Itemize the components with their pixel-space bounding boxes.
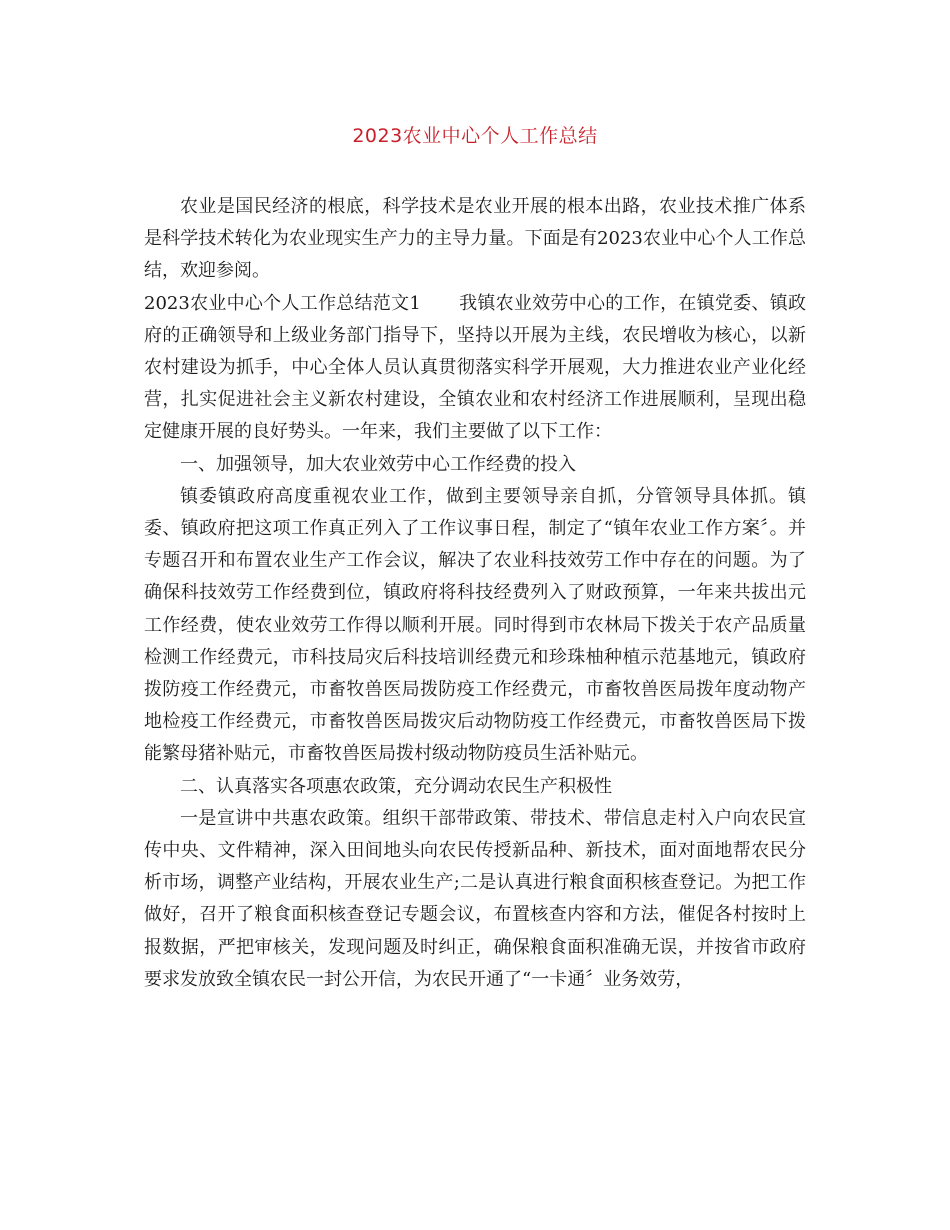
sample-label: 2023农业中心个人工作总结范文1 [144, 292, 421, 314]
section-heading-2: 二、认真落实各项惠农政策，充分调动农民生产积极性 [180, 775, 612, 797]
document-body [144, 191, 806, 996]
section-1-paragraph: 镇委镇政府高度重视农业工作，做到主要领导亲自抓，分管领导具体抓。镇委、镇政府把这项工作真正列入了工作议事日程，制定了“镇年农业工作方案〞。并专题召开和布置农业生产工作会议，解决了农业科技效劳工作中存在的问题。为了确保科技效劳工作经费到位，镇政府将科技经费列入了财政预算，一年来共拔出元工作经费，使农业效劳工作得以顺利开展。同时得到市农林局下拨关于农产品质量检测工作经费元，市科技局灾后科技培训经费元和珍珠柚种植示范基地元，镇政府拨防疫工作经费元，市畜牧兽医局拨防疫工作经费元，市畜牧兽医局拨年度动物产地检疫工作经费元，市畜牧兽医局拨灾后动物防疫工作经费元，市畜牧兽医局下拨能繁母猪补贴元，市畜牧兽医局拨村级动物防疫员生活补贴元。 [144, 485, 806, 765]
sample-text: 我镇农业效劳中心的工作，在镇党委、镇政府的正确领导和上级业务部门指导下，坚持以开展为主线，农民增收为核心，以新农村建设为抓手，中心全体人员认真贯彻落实科学开展观，大力推进农业产业化经营，扎实促进社会主义新农村建设，全镇农业和农村经济工作进展顺利，呈现出稳定健康开展的良好势头。一年来，我们主要做了以下工作： [144, 292, 806, 443]
sample-paragraph [144, 288, 806, 449]
intro-paragraph: 农业是国民经济的根底，科学技术是农业开展的根本出路，农业技术推广体系是科学技术转化为农业现实生产力的主导力量。下面是有2023农业中心个人工作总结，欢迎参阅。 [144, 196, 806, 282]
section-2-paragraph: 一是宣讲中共惠农政策。组织干部带政策、带技术、带信息走村入户向农民宣传中央、文件精神，深入田间地头向农民传授新品种、新技术，面对面地帮农民分析市场，调整产业结构，开展农业生产;二是认真进行粮食面积核查登记。为把工作做好，召开了粮食面积核查登记专题会议，布置核查内容和方法，催促各村按时上报数据，严把审核关，发现问题及时纠正，确保粮食面积准确无误，并按省市政府要求发放致全镇农民一封公开信，为农民开通了“一卡通〞业务效劳， [144, 807, 806, 990]
document-title: 2023农业中心个人工作总结 [352, 125, 598, 147]
section-heading-1: 一、加强领导，加大农业效劳中心工作经费的投入 [180, 453, 576, 475]
